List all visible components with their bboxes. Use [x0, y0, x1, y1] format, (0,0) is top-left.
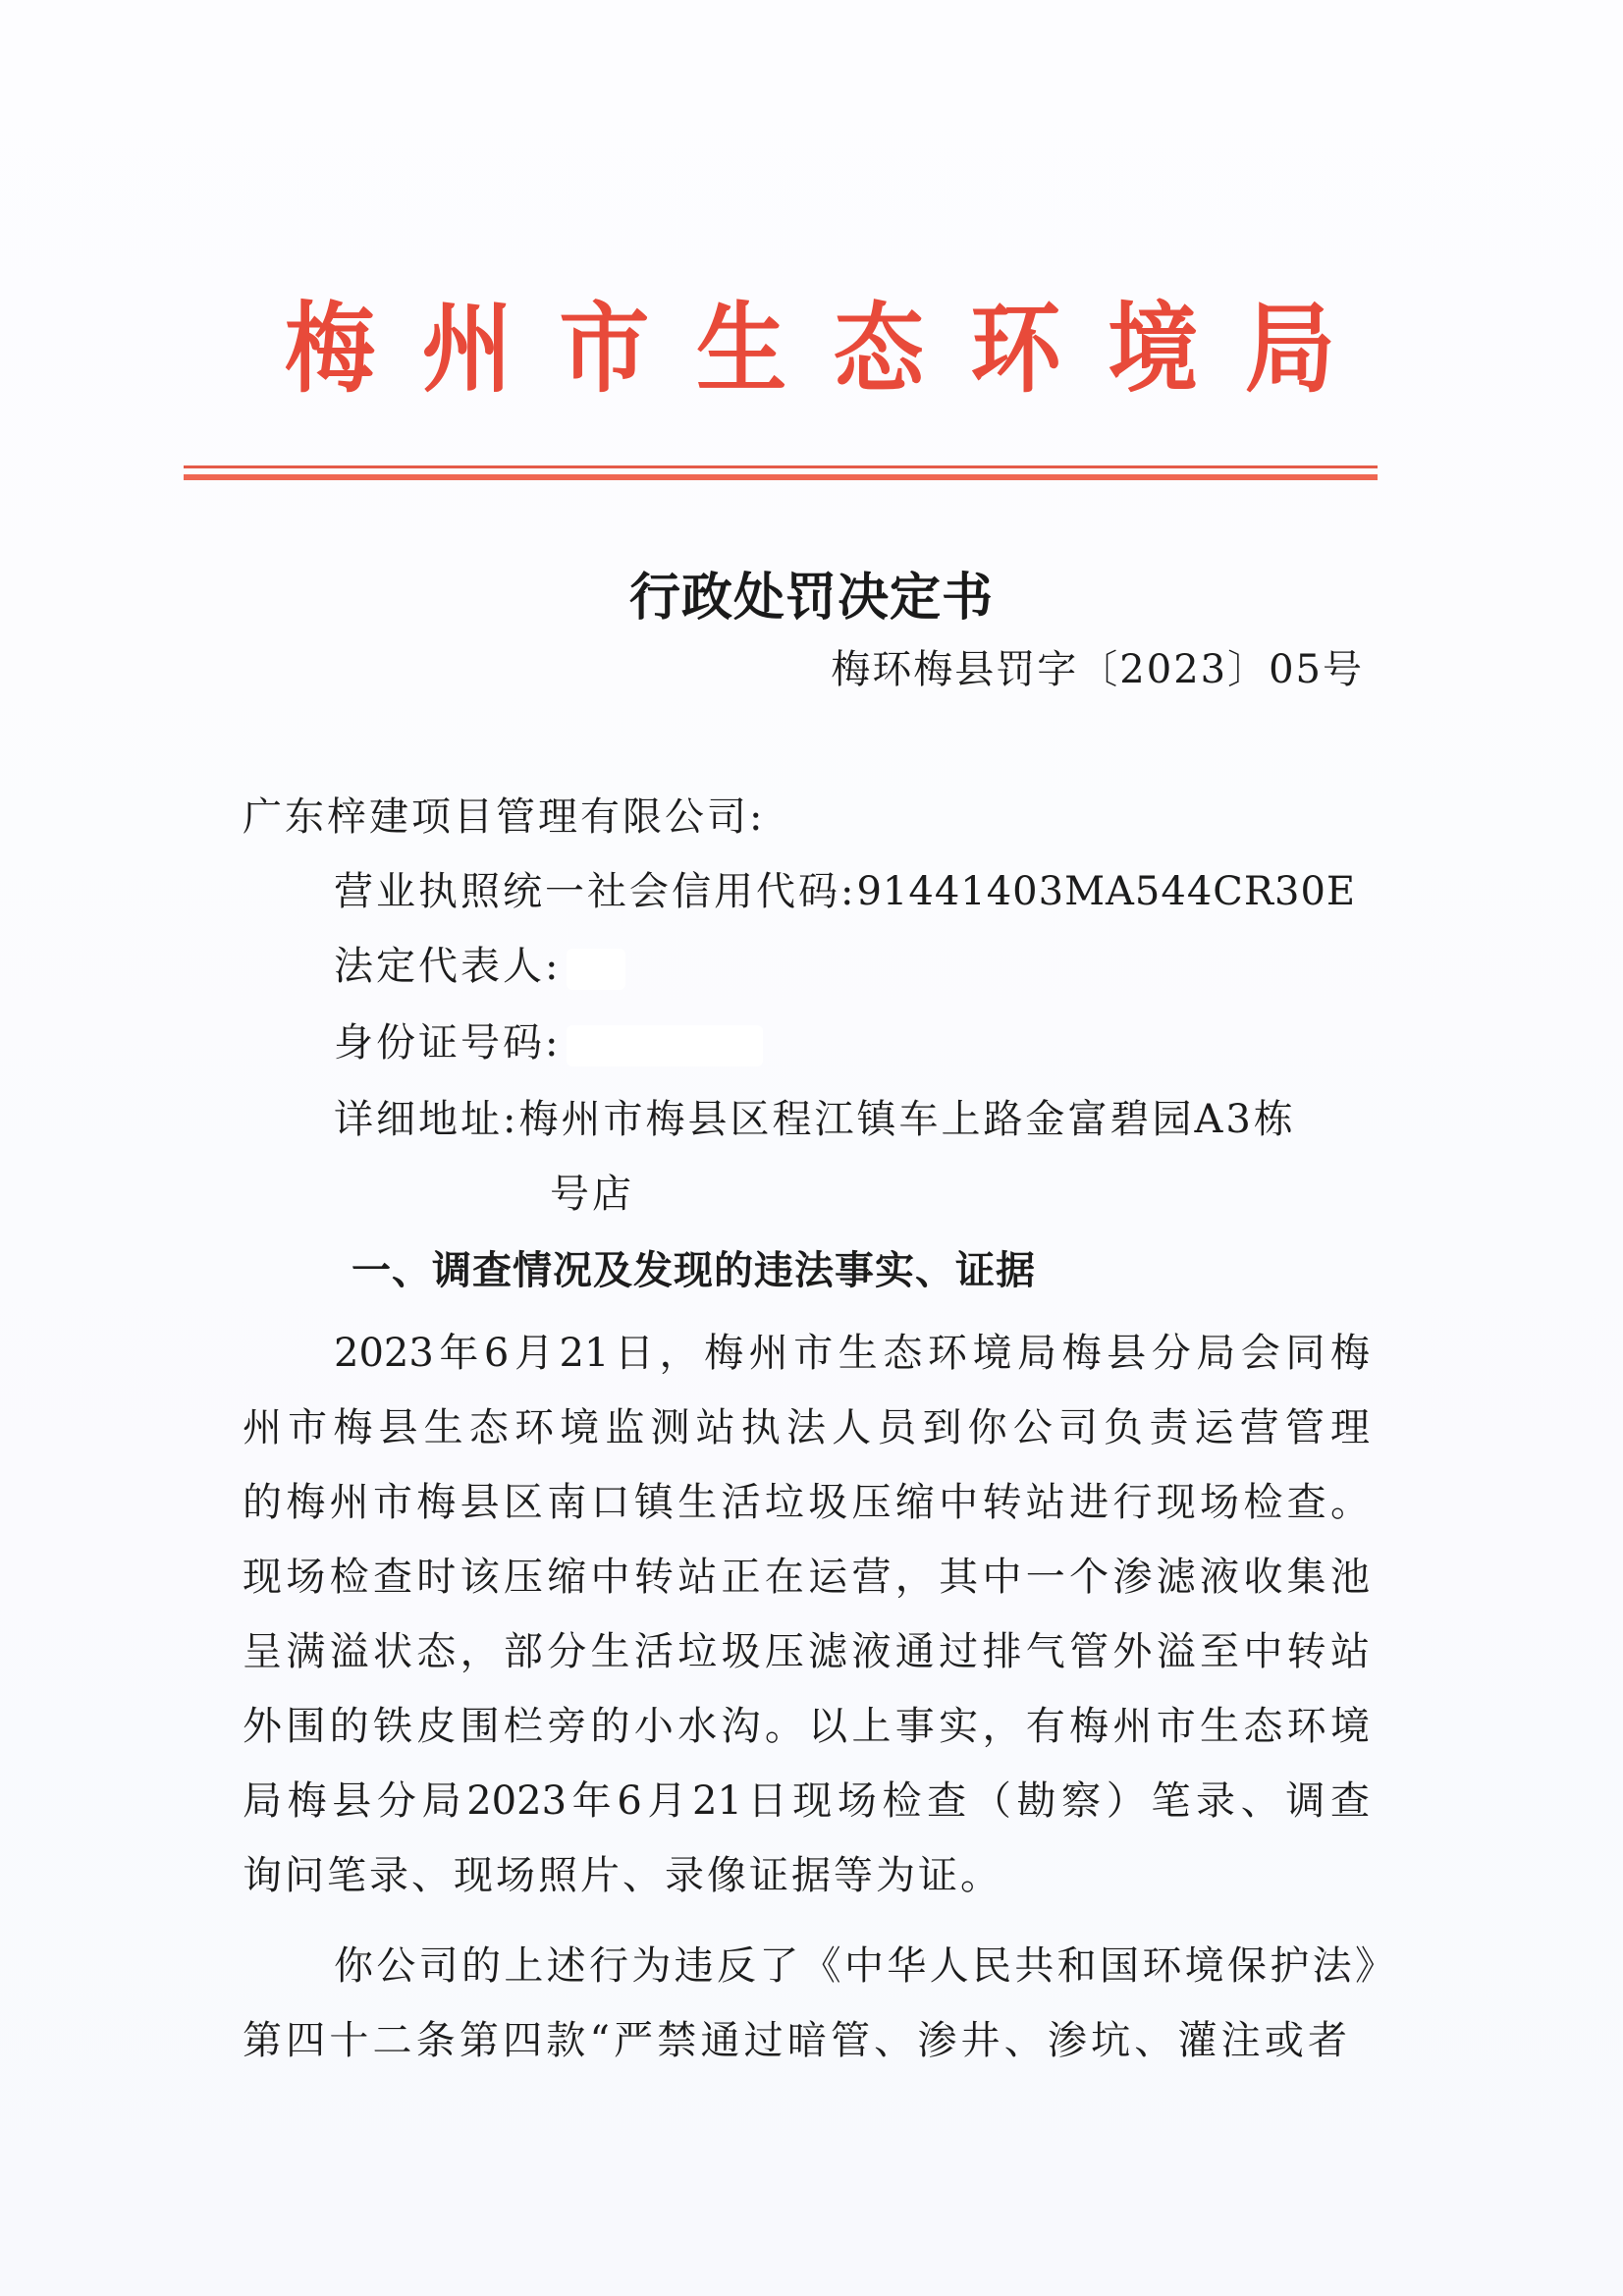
paragraph-line: 州市梅县生态环境监测站执法人员到你公司负责运营管理 [243, 1405, 1370, 1450]
paragraph-line: 外围的铁皮围栏旁的小水沟。以上事实，有梅州市生态环境 [243, 1704, 1370, 1749]
paragraph-line: 现场检查时该压缩中转站正在运营，其中一个渗滤液收集池 [243, 1555, 1370, 1600]
id-number-redacted [567, 1025, 763, 1066]
id-label: 身份证号码: [334, 1020, 562, 1066]
letterhead-char: 州 [421, 292, 513, 407]
address-row [334, 1096, 1296, 1143]
paragraph-line: 询问笔录、现场照片、录像证据等为证。 [243, 1853, 1002, 1898]
letterhead-divider-thick [184, 474, 1378, 480]
agency-letterhead [285, 291, 1335, 409]
id-number-row [334, 1019, 763, 1066]
letterhead-char: 环 [970, 292, 1061, 407]
document-number: 梅环梅县罚字〔2023〕05号 [831, 647, 1364, 692]
legal-rep-row [334, 943, 625, 990]
section-heading: 一、调查情况及发现的违法事实、证据 [352, 1248, 1036, 1293]
legal-rep-redacted [567, 949, 625, 990]
paragraph-line: 第四十二条第四款“严禁通过暗管、渗井、渗坑、灌注或者 [243, 2018, 1347, 2063]
letterhead-char: 生 [696, 292, 787, 407]
paragraph-line: 局梅县分局2023年6月21日现场检查（勘察）笔录、调查 [243, 1778, 1370, 1824]
paragraph-line: 你公司的上述行为违反了《中华人民共和国环境保护法》 [334, 1943, 1394, 1989]
letterhead-char: 境 [1108, 292, 1199, 407]
address-continuation: 号店 [550, 1172, 634, 1217]
credit-code-label: 营业执照统一社会信用代码: [334, 869, 857, 914]
letterhead-char: 态 [833, 292, 924, 407]
address-value: 梅州市梅县区程江镇车上路金富碧园A3栋 [518, 1097, 1296, 1142]
letterhead-divider-thin [184, 465, 1378, 468]
paragraph-line: 的梅州市梅县区南口镇生活垃圾压缩中转站进行现场检查。 [243, 1480, 1370, 1525]
paragraph-line: 呈满溢状态，部分生活垃圾压滤液通过排气管外溢至中转站 [243, 1629, 1370, 1674]
recipient-company: 广东梓建项目管理有限公司: [243, 794, 766, 840]
paragraph-line: 2023年6月21日，梅州市生态环境局梅县分局会同梅 [334, 1331, 1370, 1376]
letterhead-char: 局 [1244, 292, 1335, 407]
legal-rep-label: 法定代表人: [334, 944, 562, 989]
letterhead-char: 梅 [285, 292, 376, 407]
credit-code-row [334, 868, 1356, 915]
credit-code-value: 91441403MA544CR30E [856, 869, 1357, 914]
letterhead-char: 市 [559, 292, 650, 407]
address-label: 详细地址: [334, 1097, 519, 1142]
document-title: 行政处罚决定书 [628, 569, 994, 628]
